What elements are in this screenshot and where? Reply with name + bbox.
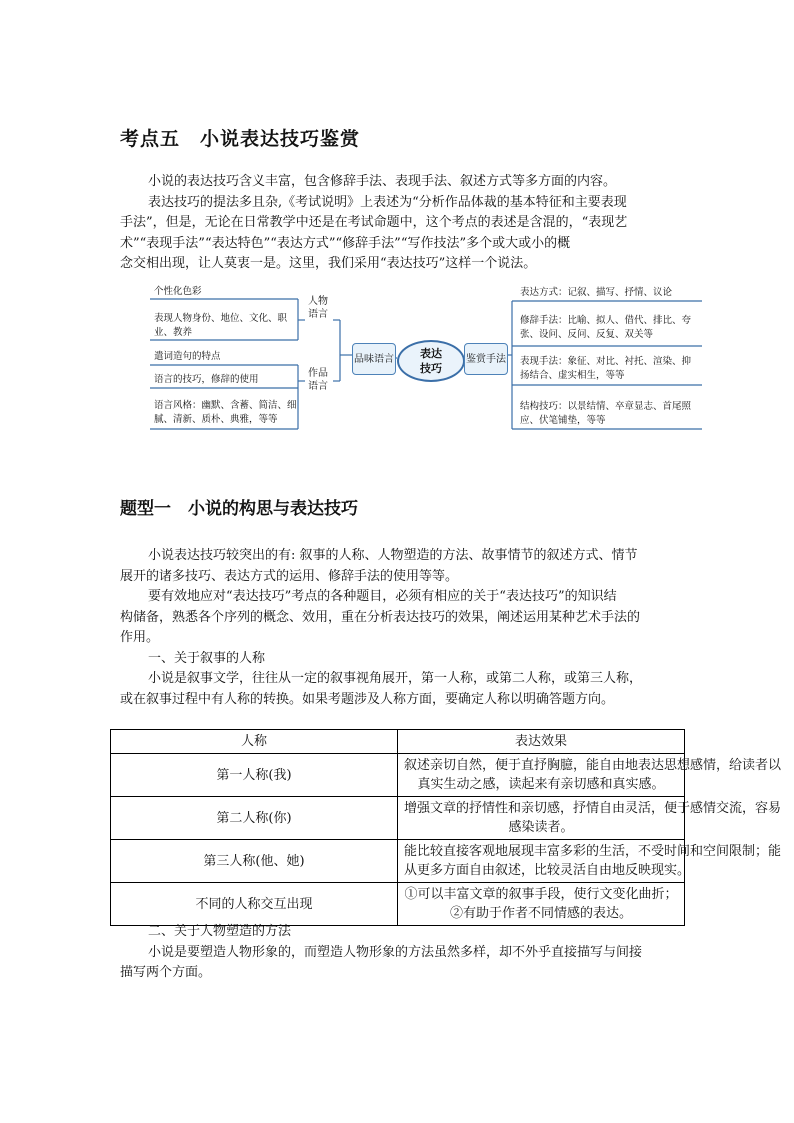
point-heading-character-portrayal: 二、关于人物塑造的方法 [148,924,292,939]
effect-line: 真实生动之感，读起来有亲切感和真实感。 [417,777,665,792]
effect-line: 增强文章的抒情性和亲切感，抒情自由灵活，便于感情交流，容易 [404,801,782,816]
mind-map-item: 遣词造句的特点 [154,351,221,362]
mind-map-item: 结构技巧：以景结情、卒章显志、首尾照应、伏笔铺垫，等等 [520,401,692,426]
table-cell-effect [398,840,782,883]
body-line: 小说是叙事文学，往往从一定的叙事视角展开，第一人称，或第二人称，或第三人称， [148,671,643,686]
point-heading-narrative-person: 一、关于叙事的人称 [148,650,266,666]
body-line: 小说表达技巧较突出的有: 叙事的人称、人物塑造的方法、故事情节的叙述方式、情节 [148,548,638,563]
intro-line: 术”“表现手法”“表达特色”“表达方式”“修辞手法”“写作技法”多个或大或小的概 [120,235,571,251]
body-line: 展开的诸多技巧、表达方式的运用、修辞手法的使用等等。 [120,568,459,584]
table-cell-person: 不同的人称交互出现 [111,883,398,926]
branch-label-work-language: 作品语言 [308,368,328,392]
intro-line: 表达技巧的提法多且杂,《考试说明》上表述为“分析作品体裁的基本特征和主要表现 [148,194,627,210]
mind-map-item: 表现人物身份、地位、文化、职业、教养 [154,313,288,338]
center-node [397,340,465,382]
body-text-bottom [120,922,680,984]
table-cell-effect [398,754,782,797]
effect-line: 从更多方面自由叙述，比较灵活自由地反映现实。 [404,863,691,878]
body-line: 描写两个方面。 [120,965,212,980]
effect-line: 叙述亲切自然，便于直抒胸臆，能自由地表达思想感情，给读者以 [404,758,782,773]
effect-line: ②有助于作者不同情感的表达。 [449,906,632,921]
narrative-person-table [110,729,782,926]
table-row [111,840,685,883]
hub-language: 品味语言 [352,343,396,375]
intro-line: 念交相出现，让人莫衷一是。这里，我们采用“表达技巧”这样一个说法。 [120,256,537,271]
mind-map [150,282,702,432]
mind-map-item: 语言的技巧，修辞的使用 [154,374,259,385]
intro-line: 小说的表达技巧含义丰富，包含修辞手法、表现手法、叙述方式等多方面的内容。 [148,174,617,189]
table-cell-effect [398,797,782,840]
table-header: 人称 [111,730,398,754]
intro-text [120,172,680,275]
body-line: 要有效地应对“表达技巧”考点的各种题目，必须有相应的关于“表达技巧”的知识结 [148,589,617,604]
section-heading: 考点五 小说表达技巧鉴赏 [120,128,361,150]
subsection-heading: 题型一 小说的构思与表达技巧 [120,499,358,519]
table-row [111,754,685,797]
table-cell-person: 第三人称(他、她) [111,840,398,883]
hub-techniques: 鉴赏手法 [464,343,508,375]
mind-map-item: 修辞手法：比喻、拟人、借代、排比、夸张、设问、反问、反复、双关等 [520,315,692,340]
body-line: 或在叙事过程中有人称的转换。如果考题涉及人称方面，要确定人称以明确答题方向。 [120,691,615,707]
table-cell-person: 第一人称(我) [111,754,398,797]
body-line: 作用。 [120,630,160,645]
effect-line: ①可以丰富文章的叙事手段，使行文变化曲折； [404,887,678,902]
table-header: 表达效果 [398,730,685,754]
mind-map-item: 语言风格：幽默、含蓄、简洁、细腻、清新、质朴、典雅，等等 [154,400,297,425]
center-node-label: 表达技巧 [420,347,442,375]
table-cell-effect [398,883,685,926]
body-line: 构储备，熟悉各个序列的概念、效用，重在分析表达技巧的效果，阐述运用某种艺术手法的 [120,609,641,625]
table-row [111,883,685,926]
table-header-row [111,730,685,754]
mind-map-item: 个性化色彩 [154,286,202,297]
table-cell-person: 第二人称(你) [111,797,398,840]
effect-line: 能比较直接客观地展现丰富多彩的生活，不受时间和空间限制；能 [404,844,782,859]
effect-line: 感染读者。 [508,820,574,835]
branch-label-character-language: 人物语言 [308,296,328,320]
mind-map-item: 表达方式：记叙、描写、抒情、议论 [520,287,673,298]
body-line: 小说是要塑造人物形象的，而塑造人物形象的方法虽然多样，却不外乎直接描写与间接 [148,944,643,960]
table-row [111,797,685,840]
body-text-top [120,546,680,710]
intro-line: 手法”，但是，无论在日常教学中还是在考试命题中，这个考点的表述是含混的，“表现艺 [120,215,628,230]
mind-map-item: 表现手法：象征、对比、衬托、渲染、抑扬结合、虚实相生，等等 [520,356,692,381]
